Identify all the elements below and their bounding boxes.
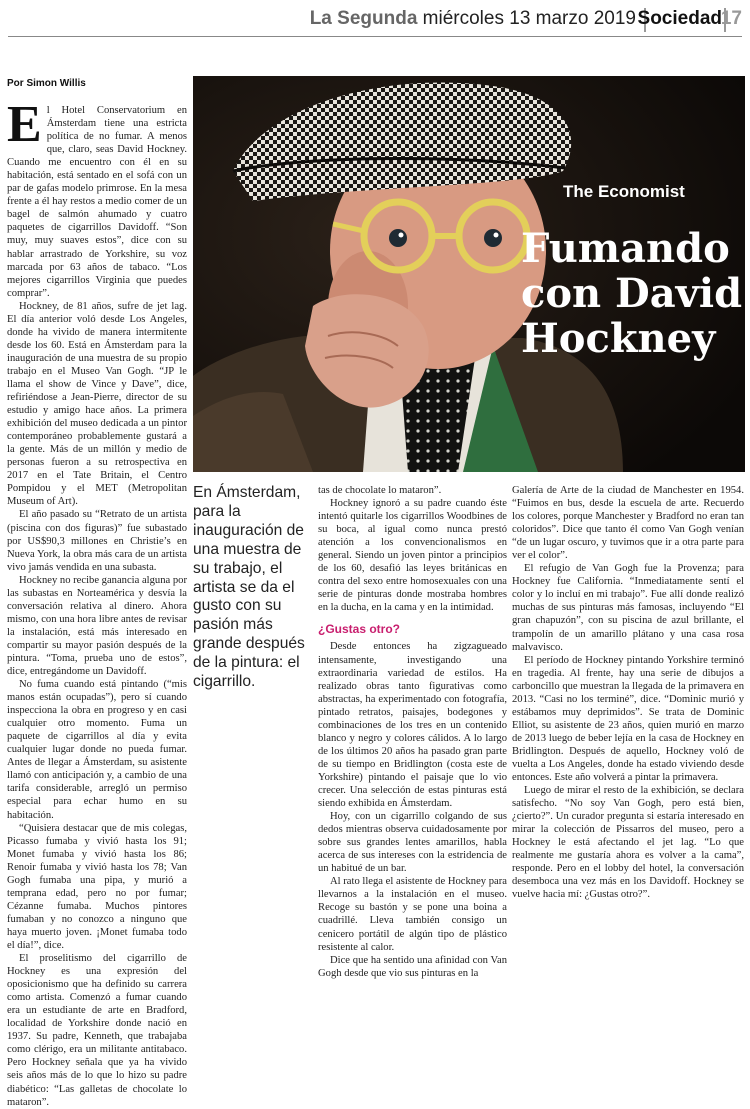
masthead-rule <box>8 36 742 37</box>
portrait-photo <box>193 76 745 472</box>
masthead-section: Sociedad <box>637 8 722 29</box>
article-paragraph: El refugio de Van Gogh fue la Provenza; para Hockney fue California. “Inmediatamente sentí el color y lo incluí en mi trabajo”. Fue allí donde realizó muchas de sus pinturas más famosas, incluyendo “El gran chapuzón”, con su piscina de azul brillante, el trampolín de un amarillo plátano y una casa rosa malvavisco. <box>512 563 744 653</box>
article-paragraph: Hockney no recibe ganancia alguna por las subastas en Norteamérica y desvía la conversación relativa al dinero. Ahora mismo, con una hora libre antes de revisar la instalación, está más interesado en compartir su mayor pasión después de la pintura. “Toma, prueba uno de estos”, dice, entregándome un Davidoff. <box>7 574 187 678</box>
article-paragraph: No fuma cuando está pintando (“mis manos están ocupadas”), pero sí cuando inspecciona la obra en progreso y en casi cualquier otro momento. Fuma un paquete de cigarrillos al día y evita cualquier lugar donde no pueda fumar. Antes de llegar a Ámsterdam, su asistente llamó con anticipación y, a cambio de una tarifa considerable, arregló un permiso especial para echar humo en su habitación. <box>7 679 187 821</box>
masthead-date: miércoles 13 marzo 2019 <box>422 8 636 29</box>
article-column-3 <box>512 484 744 952</box>
headline: Fumando con David Hockney <box>521 225 743 362</box>
article-paragraph: El período de Hockney pintando Yorkshire terminó en tragedia. Al frente, hay una serie de dibujos a carboncillo que muestran la llegada de la primavera en 2013. “Casi no los terminé”, dice. “Dominic murió y estábamos muy deprimidos”. Se trata de Dominic Elliot, su asistente de 23 años, quien murió en marzo de 2013 luego de beber lejía en la casa de Hockney en Bridlington. Después de aquello, Hockney voló de vuelta a Los Angeles, donde ha estado viviendo desde entonces. Este año volverá a pintar la primavera. <box>512 654 744 784</box>
drop-cap: E <box>7 96 42 153</box>
photo-kicker: The Economist <box>563 182 685 201</box>
article-paragraph: Dice que ha sentido una afinidad con Van Gogh desde que vio sus pinturas en la <box>318 954 507 979</box>
article-paragraph: “Quisiera destacar que de mis colegas, Picasso fumaba y vivió hasta los 91; Monet fumaba y vivió hasta los 86; Renoir fumaba y vivió hasta los 78; Van Gogh fumaba una pipa, y murió a temprana edad, pero no por fumar; Cézanne fumaba. Muchos pintores fumaban y no conozco a ninguno que haya muerto joven. ¡Monet fumaba todo el día!”, dice. <box>7 822 187 951</box>
subhead: ¿Gustas otro? <box>318 622 401 637</box>
page-number: 17 <box>720 8 742 29</box>
article-column-1 <box>7 96 187 1108</box>
article-paragraph: Galería de Arte de la ciudad de Manchester en 1954. “Fuimos en bus, desde la escuela de arte. Recuerdo los colores, porque Manchester y Bradford no eran tan coloridos”. Dice que tanto él como Van Gogh venían “de un lugar oscuro, y tuvimos que ir a otra parte para ver el color”. <box>512 485 744 562</box>
article-paragraph: El Hotel Conservatorium en Ámsterdam tiene una estricta política de no fumar. A menos que, claro, seas David Hockney. Cuando me encuentro con él en su habitación, está sentado en el sofá con un par de gafas modelo primrose. En la mesa frente a él hay restos a medio comer de un bagel de salmón ahumado y cuatro paquetes de cigarrillos Davidoff. “Son muy, muy suaves estos”, dice con su hablar arrastrado de Yorkshire, su voz marcada por 63 años de tabaco. “Los mejores cigarrillos Virginia que puedes comprar”. <box>7 96 187 299</box>
article-paragraph: Al rato llega el asistente de Hockney para llevarnos a la instalación en el museo. Recoge su bastón y se pone una boina a cuadrillé. Lleva también consigo un cenicero portátil de algún tipo de plástico resistente al calor. <box>318 876 507 953</box>
article-paragraph: Luego de mirar el resto de la exhibición, se declara satisfecho. “No soy Van Gogh, pero está bien, ¿cierto?”. Un curador pregunta si estaría interesado en mirar la colección de Pissarros del museo, pero a Hockney le está afectando el jet lag. “Lo que realmente me gustaría ahora es volver a la cama”, responde. Pero en el lobby del hotel, la conversación desemboca una vez más en los Davidoff. Hockney se vuelve hacia mí: ¿Gustas otro?”. <box>512 785 744 901</box>
article-paragraph: El proselitismo del cigarrillo de Hockney es una expresión del oposicionismo que ha definido su carrera como artista. Comenzó a fumar cuando era un estudiante de arte en Bradford, localidad de Yorkshire donde nació en 1937. Su padre, Kenneth, que trabajaba como clérigo, era un militante antitabaco. Pero Hockney señala que ya ha vivido seis años más de lo que lo hizo su padre diabético: “Las galletas de chocolate lo mataron”. <box>7 953 187 1108</box>
pull-quote: En Ámsterdam, para la inauguración de una muestra de su trabajo, el artista se da el gusto con su pasión más grande después de la pintura: el cigarrillo. <box>193 484 305 691</box>
masthead-brand-date <box>310 8 636 30</box>
article-paragraph: Hockney ignoró a su padre cuando éste intentó quitarle los cigarrillos Woodbines de su boca, al igual como nunca prestó atención a los convencionalismos en general. Siendo un joven pintor a principios de los 60, desafió las leyes británicas en contra del sexo entre homosexuales con una serie de pinturas donde mostraba hombres en la ducha, en la cama y en la intimidad. <box>318 498 507 614</box>
masthead-brand: La Segunda <box>309 8 418 29</box>
article-paragraph: tas de chocolate lo mataron”. <box>318 485 442 496</box>
article-paragraph: Hockney, de 81 años, sufre de jet lag. El día anterior voló desde Los Angeles, donde ha vivido de manera intermitente desde los 60. Está en Ámsterdam para la inauguración de una muestra de su propio trabajo en el Museo Van Gogh. “JP le llama el show de Vince y Dave”, dice, refiriéndose a Jean-Pierre, director de su estudio y amigo hace años. La primera exhibición del museo dedicada a un pintor contemporáneo probablemente gustará a la gente. Más de un millón y medio de personas fueron a su retrospectiva en 2017 en el Tate Britain, el Centro Pompidou y el MET (Metropolitan Museum of Art). <box>7 300 187 508</box>
byline: Por Simon Willis <box>7 78 86 89</box>
article-paragraph: Hoy, con un cigarrillo colgando de sus dedos mientras observa cuidadosamente por sobre sus grandes lentes amarillos, habla acerca de sus intereses con la estridencia de un habitué de un bar. <box>318 811 507 875</box>
article-paragraph: Desde entonces ha zigzagueado intensamente, investigando una extraordinaria variedad de estilos. Ha realizado obras tanto figurativas como abstractas, ha experimentado con fotografía, pintado retratos, paisajes, bodegones y combinaciones de los tres en un contenido blanco y negro y colores cálidos. A lo largo de los últimos 20 años ha pasado gran parte de su tiempo en Bridlington (costa este de Yorkshire) pintando el paisaje que lo vio crecer. Una selección de estas pinturas está siendo exhibida en Ámsterdam. <box>318 641 507 810</box>
article-column-2 <box>318 484 507 979</box>
masthead <box>0 0 750 40</box>
article-paragraph: El año pasado su “Retrato de un artista (piscina con dos figuras)” fue subastado por US$90,3 millones en Christie’s en Nueva York, la obra más cara de un artista vivo jamás vendida en una subasta. <box>7 509 187 573</box>
